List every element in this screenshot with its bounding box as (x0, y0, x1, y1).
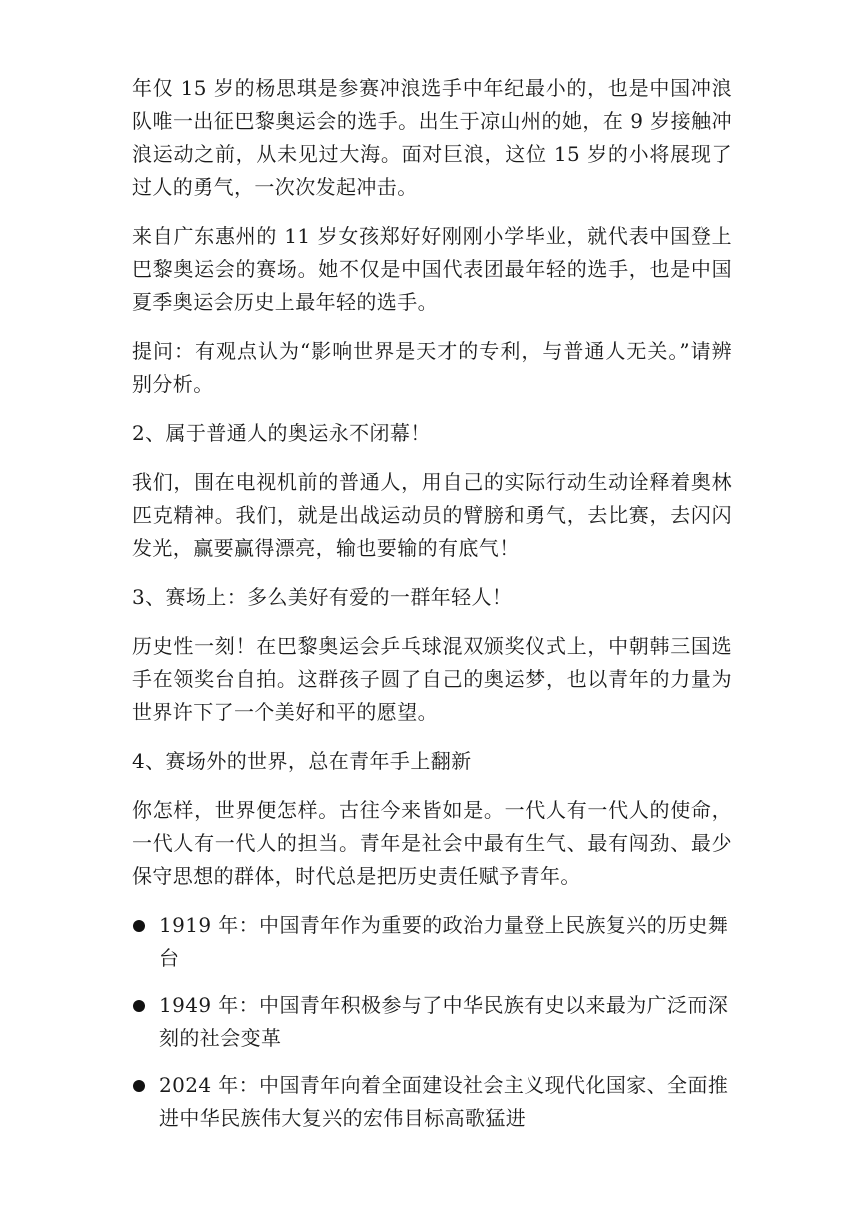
paragraph-podium-selfie: 历史性一刻！在巴黎奥运会乒乓球混双颁奖仪式上，中朝韩三国选手在领奖台自拍。这群孩子圆了自己的奥运梦，也以青年的力量为世界许下了一个美好和平的愿望。 (132, 634, 732, 724)
bullet-icon (133, 1000, 145, 1012)
paragraph-ordinary-people: 我们，围在电视机前的普通人，用自己的实际行动生动诠释着奥林匹克精神。我们，就是出战运动员的臂膀和勇气，去比赛，去闪闪发光，赢要赢得漂亮，输也要输的有底气！ (132, 470, 732, 560)
list-item-text: 1949 年：中国青年积极参与了中华民族有史以来最为广泛而深刻的社会变革 (159, 993, 729, 1050)
paragraph-zheng-haohao: 来自广东惠州的 11 岁女孩郑好好刚刚小学毕业，就代表中国登上巴黎奥运会的赛场。她不仅是中国代表团最年轻的选手，也是中国夏季奥运会历史上最年轻的选手。 (132, 224, 732, 314)
section-heading-2: 2、属于普通人的奥运永不闭幕！ (132, 421, 431, 445)
paragraph-question: 提问：有观点认为“影响世界是天才的专利，与普通人无关。”请辨别分析。 (132, 339, 732, 396)
list-item-text: 1919 年：中国青年作为重要的政治力量登上民族复兴的历史舞台 (159, 913, 729, 970)
paragraph-youth-mission: 你怎样，世界便怎样。古往今来皆如是。一代人有一代人的使命，一代人有一代人的担当。青年是社会中最有生气、最有闯劲、最少保守思想的群体，时代总是把历史责任赋予青年。 (132, 798, 732, 888)
list-item (132, 989, 732, 1055)
section-heading-4: 4、赛场外的世界，总在青年手上翻新 (132, 749, 472, 773)
list-item (132, 909, 732, 975)
paragraph-yang-siqi: 年仅 15 岁的杨思琪是参赛冲浪选手中年纪最小的，也是中国冲浪队唯一出征巴黎奥运会的选手。出生于凉山州的她，在 9 岁接触冲浪运动之前，从未见过大海。面对巨浪，这位 15 岁的小将展现了过人的勇气，一次次发起冲击。 (132, 76, 732, 199)
bullet-icon (133, 920, 145, 932)
list-item (132, 1069, 732, 1135)
milestone-list (132, 909, 732, 1135)
list-item-text: 2024 年：中国青年向着全面建设社会主义现代化国家、全面推进中华民族伟大复兴的宏伟目标高歌猛进 (159, 1073, 729, 1130)
bullet-icon (133, 1080, 145, 1092)
section-heading-3: 3、赛场上：多么美好有爱的一群年轻人！ (132, 585, 513, 609)
